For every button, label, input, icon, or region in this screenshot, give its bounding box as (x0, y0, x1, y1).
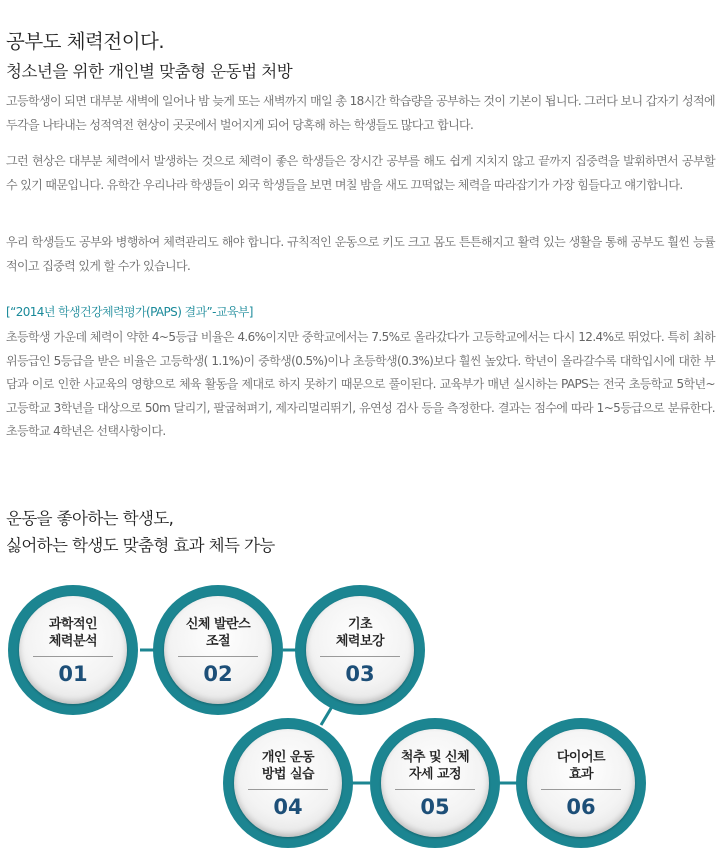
step-divider (541, 789, 621, 790)
step-number: 02 (203, 662, 233, 686)
section-heading-line1: 운동을 좋아하는 학생도, (6, 509, 174, 528)
step-label: 개인 운동 방법 실습 (261, 750, 315, 782)
step-number: 04 (273, 795, 303, 819)
reference-body: 초등학생 가운데 체력이 약한 4~5등급 비율은 4.6%이지만 중학교에서는 7.5%로 올라갔다가 고등학교에서는 다시 12.4%로 뛰었다. 특히 최하위등급인 5등급을 받은 비율은 고등학생( 1.1%)이 중학생(0.5%)이나 초등학생(0.3%)보다 훨씬 높았다. 학년이 올라갈수록 대학입시에 대한 부담과 이로 인한 사교육의 영향으로 체육 활동을 제대로 하지 못하기 때문으로 풀이된다. 교육부가 매년 실시하는 PAPS는 전국 초등학교 5학년~고등학교 3학년을 대상으로 50m 달리기, 팔굽혀펴기, 제자리멀리뛰기, 유연성 검사 등을 측정한다. 결과는 점수에 따라 1~5등급으로 분류한다. 초등학교 4학년은 선택사항이다. (6, 330, 715, 438)
section-heading-line2: 싫어하는 학생도 맞춤형 효과 체득 가능 (6, 536, 275, 555)
intro-paragraph-2: 그런 현상은 대부분 체력에서 발생하는 것으로 체력이 좋은 학생들은 장시간 공부를 해도 쉽게 지치지 않고 끝까지 집중력을 발휘하면서 공부할 수 있기 때문입니다. 유학간 우리나라 학생들이 외국 학생들을 보면 며칠 밤을 새도 끄떡없는 체력을 따라잡기가 가장 힘들다고 얘기합니다. (6, 154, 715, 192)
step-divider (178, 656, 258, 657)
step-label: 기초 체력보강 (335, 617, 385, 649)
step-divider (320, 656, 400, 657)
step-label: 신체 발란스 조절 (185, 617, 251, 649)
step-circle-04 (223, 718, 353, 848)
page-subtitle: 청소년을 위한 개인별 맞춤형 운동법 처방 (6, 62, 293, 81)
step-number: 03 (345, 662, 375, 686)
step-label: 다이어트 효과 (556, 750, 606, 782)
step-label: 과학적인 체력분석 (48, 617, 98, 649)
reference-title: [“2014년 학생건강체력평가(PAPS) 결과”-교육부] (6, 305, 253, 319)
step-label: 척추 및 신체 자세 교정 (400, 750, 470, 782)
step-circle-03 (295, 585, 425, 715)
step-number: 05 (420, 795, 450, 819)
step-divider (33, 656, 113, 657)
intro-paragraph-3: 우리 학생들도 공부와 병행하여 체력관리도 해야 합니다. 규칙적인 운동으로 키도 크고 몸도 튼튼해지고 활력 있는 생활을 통해 공부도 훨씬 능률적이고 집중력 있게 할 수가 있습니다. (6, 235, 715, 273)
step-circle-01 (8, 585, 138, 715)
step-number: 06 (566, 795, 596, 819)
step-circle-02 (153, 585, 283, 715)
step-number: 01 (58, 662, 88, 686)
step-circle-05 (370, 718, 500, 848)
intro-paragraph-1: 고등학생이 되면 대부분 새벽에 일어나 밤 늦게 또는 새벽까지 매일 총 18시간 학습량을 공부하는 것이 기본이 됩니다. 그러다 보니 갑자기 성적에 두각을 나타내는 성적역전 현상이 곳곳에서 벌어지게 되어 당혹해 하는 학생들도 많다고 합니다. (6, 94, 715, 132)
step-divider (248, 789, 328, 790)
step-divider (395, 789, 475, 790)
step-circle-06 (516, 718, 646, 848)
page-title: 공부도 체력전이다. (6, 30, 165, 53)
